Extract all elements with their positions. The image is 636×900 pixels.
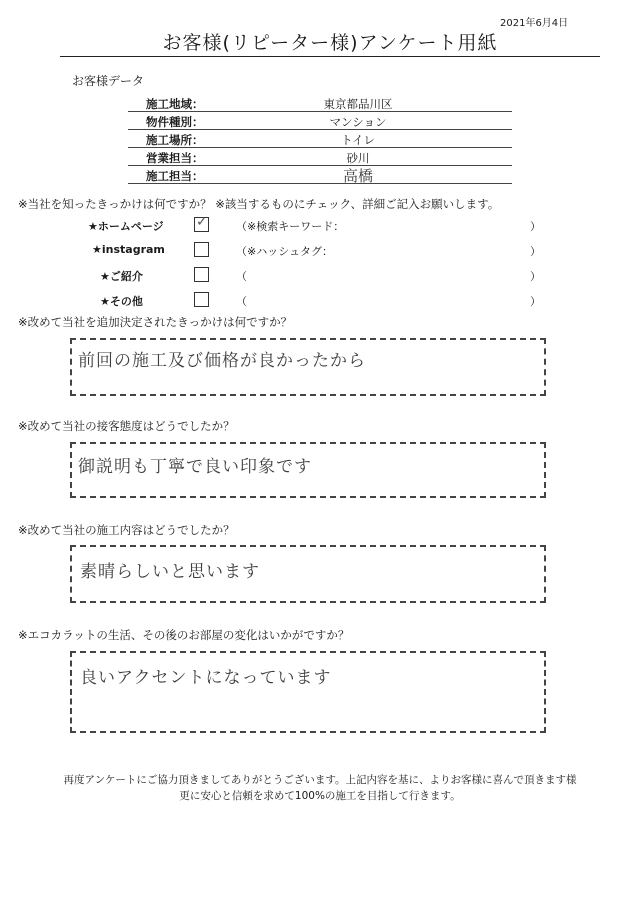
option-detail-other: （ [236, 295, 247, 308]
checkbox-referral[interactable] [194, 267, 209, 282]
question-construction-quality: ※改めて当社の施工内容はどうでしたか？ [18, 523, 235, 537]
info-row-area [128, 94, 512, 112]
question-how-found: ※当社を知ったきっかけは何ですか？ ※該当するものにチェック、詳細ご記入お願いします。 [18, 197, 500, 211]
question-room-change: ※エコカラットの生活、その後のお部屋の変化はいかがですか？ [18, 628, 350, 642]
option-label-instagram: ★instagram [92, 243, 165, 256]
question-service-attitude: ※改めて当社の接客態度はどうでしたか？ [18, 419, 235, 433]
checkbox-other[interactable] [194, 292, 209, 307]
info-value: 砂川 [346, 151, 370, 165]
info-row-sales-staff [128, 148, 512, 166]
answer-reason: 前回の施工及び価格が良かったから [78, 351, 366, 371]
info-key: 施工地域： [146, 97, 204, 111]
info-key: 物件種別： [146, 115, 204, 129]
survey-date: 2021年6月4日 [500, 18, 569, 29]
option-label-homepage: ★ホームページ [88, 220, 164, 233]
option-detail-referral: （ [236, 270, 247, 283]
answer-box-construction[interactable] [70, 545, 546, 603]
option-detail-close: ） [530, 220, 541, 233]
footer-line-2: 更に安心と信頼を求めて100%の施工を目指して行きます。 [179, 790, 461, 802]
option-detail-close: ） [530, 295, 541, 308]
info-row-construction-staff [128, 166, 512, 184]
info-key: 営業担当： [146, 151, 204, 165]
info-value: トイレ [341, 133, 375, 147]
info-row-location [128, 130, 512, 148]
option-detail-close: ） [530, 270, 541, 283]
footer-line-1: 再度アンケートにご協力頂きましてありがとうございます。上記内容を基に、よりお客様に喜んで頂きます様 [63, 774, 577, 786]
answer-box-room-change[interactable] [70, 651, 546, 733]
checkbox-instagram[interactable] [194, 242, 209, 257]
title-divider [60, 56, 600, 57]
option-label-referral: ★ご紹介 [100, 270, 143, 283]
answer-room-change: 良いアクセントになっています [80, 668, 332, 688]
footer-message [40, 772, 600, 804]
info-row-property-type [128, 112, 512, 130]
option-detail-keyword: （※検索キーワード： [236, 220, 345, 233]
info-key: 施工場所： [146, 133, 204, 147]
option-detail-hashtag: （※ハッシュタグ： [236, 245, 333, 258]
checkbox-homepage[interactable] [194, 214, 209, 232]
answer-box-attitude[interactable] [70, 442, 546, 498]
answer-construction: 素晴らしいと思います [80, 562, 260, 582]
page-title: お客様(リピーター様)アンケート用紙 [162, 32, 498, 54]
answer-attitude: 御説明も丁寧で良い印象です [78, 457, 312, 477]
info-value: 東京都品川区 [323, 97, 393, 111]
info-value-handwritten: 高橋 [342, 167, 373, 185]
option-detail-close: ） [530, 245, 541, 258]
info-value: マンション [329, 115, 387, 129]
answer-box-reason[interactable] [70, 338, 546, 396]
customer-data-label: お客様データ [72, 74, 145, 88]
info-key: 施工担当： [146, 169, 204, 183]
question-reason-chosen: ※改めて当社を追加決定されたきっかけは何ですか？ [18, 315, 293, 329]
option-label-other: ★その他 [100, 295, 143, 308]
check-mark-icon: ✓ [196, 214, 208, 230]
